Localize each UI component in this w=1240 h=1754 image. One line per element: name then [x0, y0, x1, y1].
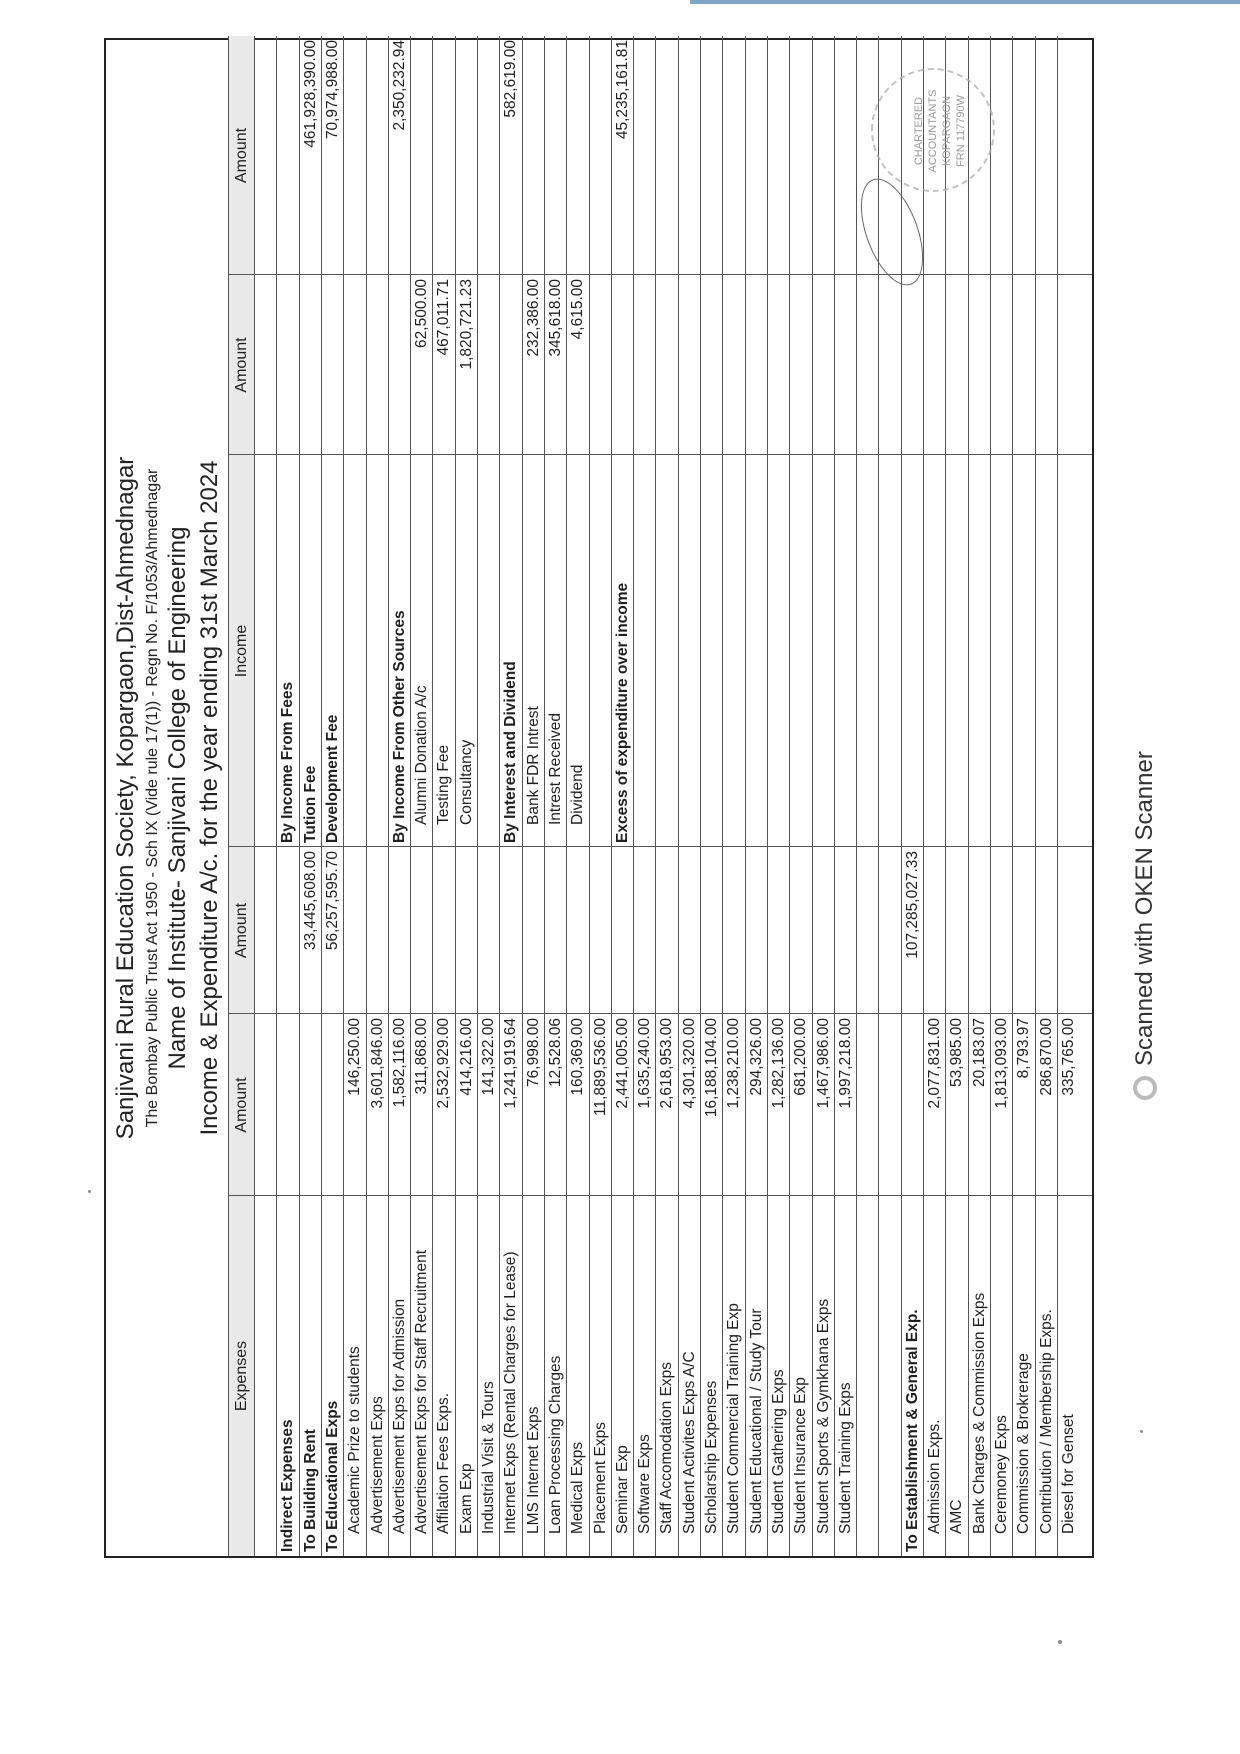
income-total: [567, 36, 588, 275]
expense-label: Advertisement Exps: [368, 1396, 386, 1534]
expense-total: [433, 847, 454, 1014]
income-amount: [879, 275, 900, 455]
expense-amount: [255, 1014, 276, 1196]
table-row: [299, 36, 321, 1556]
income-total: [590, 36, 611, 275]
income-amount: [835, 275, 856, 455]
expense-label: Student Educational / Study Tour: [747, 1308, 765, 1534]
expense-total: [255, 847, 276, 1014]
expense-label: Placement Exps: [591, 1422, 609, 1534]
expense-total: [344, 847, 365, 1014]
expense-amount: [277, 1014, 298, 1196]
table-row: [611, 36, 633, 1556]
expense-total: [367, 847, 388, 1014]
income-label: Dividend: [569, 764, 587, 825]
income-label: Testing Fee: [435, 744, 453, 825]
table-row: [477, 36, 499, 1556]
institute-name: Name of Institute- Sanjivani College of Engineering: [164, 526, 191, 1070]
income-total: [1058, 36, 1079, 275]
column-divider: [228, 846, 1092, 847]
expense-amount: 76,998.00: [524, 1018, 542, 1087]
income-amount: [478, 275, 499, 455]
income-label: Bank FDR Intrest: [524, 706, 542, 825]
expense-amount: 160,369.00: [569, 1018, 587, 1096]
expense-amount: 2,618,953.00: [658, 1018, 676, 1109]
expense-label: Software Exps: [636, 1434, 654, 1534]
income-total: [277, 36, 298, 275]
income-total: [701, 36, 722, 275]
income-amount: [679, 275, 700, 455]
income-total: [523, 36, 544, 275]
income-label: [768, 455, 789, 847]
income-amount: [255, 275, 276, 455]
income-label: [790, 455, 811, 847]
table-header-row: [228, 36, 254, 1556]
scan-speck: [88, 1190, 91, 1193]
expense-label: Student Activites Exps A/C: [680, 1351, 698, 1534]
income-amount: [634, 275, 655, 455]
income-label: [656, 455, 677, 847]
income-label: [813, 455, 834, 847]
table-row: [767, 36, 789, 1556]
scanner-label: Scanned with OKEN Scanner: [1131, 751, 1158, 1066]
income-total: 45,235,161.81: [613, 40, 631, 140]
expense-amount: 1,241,919.64: [502, 1018, 520, 1109]
table-row: [432, 36, 454, 1556]
expense-label: Student Gathering Exps: [769, 1369, 787, 1534]
expense-amount: 286,870.00: [1037, 1018, 1055, 1096]
expense-amount: 335,765.00: [1059, 1018, 1077, 1096]
trust-act-line: The Bombay Public Trust Act 1950 - Sch IX (Vide rule 17(1)) - Regn No. F/1053/Ahmednagar: [144, 468, 161, 1128]
table-row: [1012, 36, 1034, 1556]
header-expense-label: Expenses: [233, 1340, 250, 1412]
expense-total: [411, 847, 432, 1014]
income-total: [790, 36, 811, 275]
income-total: [456, 36, 477, 275]
expense-total: [768, 847, 789, 1014]
table-row: [388, 36, 410, 1556]
expense-amount: 4,301,320.00: [680, 1018, 698, 1109]
header-expense-total: Amount: [233, 902, 250, 959]
expense-total: [857, 847, 878, 1014]
income-label: [255, 455, 276, 847]
expense-total: [545, 847, 566, 1014]
income-total: [344, 36, 365, 275]
income-total: 2,350,232.94: [390, 40, 408, 131]
expense-label: Advertisement Exps for Staff Recruitment: [413, 1250, 431, 1534]
income-label: By Income From Fees: [279, 681, 297, 843]
table-row: [1035, 36, 1057, 1556]
income-amount: [1036, 275, 1057, 455]
income-total: [433, 36, 454, 275]
expense-label: Affilation Fees Exps.: [435, 1392, 453, 1534]
scan-speck: [1140, 1430, 1143, 1433]
scanner-watermark: [1128, 751, 1162, 1100]
table-row: [566, 36, 588, 1556]
expense-amount: 294,326.00: [747, 1018, 765, 1096]
expense-label: Diesel for Genset: [1059, 1414, 1077, 1534]
table-row: [589, 36, 611, 1556]
expense-label: Scholarship Expenses: [703, 1380, 720, 1534]
expense-amount: 1,997,218.00: [836, 1018, 854, 1109]
income-amount: [723, 275, 744, 455]
income-total: 70,974,988.00: [323, 40, 341, 140]
income-total: [411, 36, 432, 275]
income-label: By Income From Other Sources: [390, 610, 408, 843]
income-amount: [322, 275, 343, 455]
expense-label: [857, 1196, 878, 1556]
expense-label: Ceremoney Exps: [992, 1415, 1010, 1534]
expense-label: Bank Charges & Commission Exps: [970, 1292, 988, 1534]
income-label: Alumni Donation A/c: [413, 685, 431, 825]
income-label: [969, 455, 990, 847]
income-label: [478, 455, 499, 847]
expense-total: [1058, 847, 1079, 1014]
table-row: [321, 36, 343, 1556]
expense-amount: 1,813,093.00: [992, 1018, 1010, 1109]
column-divider: [228, 274, 1092, 275]
income-label: [679, 455, 700, 847]
expense-total: [924, 847, 945, 1014]
expense-label: Indirect Expenses: [279, 1419, 297, 1552]
expense-amount: 1,282,136.00: [769, 1018, 787, 1109]
expense-total: [723, 847, 744, 1014]
expense-label: Academic Prize to students: [346, 1346, 364, 1534]
income-amount: [612, 275, 633, 455]
income-amount: 232,386.00: [524, 279, 542, 357]
income-total: 582,619.00: [502, 40, 520, 118]
income-label: Development Fee: [323, 714, 341, 843]
income-total: [746, 36, 767, 275]
income-total: [991, 36, 1012, 275]
income-amount: 4,615.00: [569, 279, 587, 340]
income-total: [255, 36, 276, 275]
expense-total: [1013, 847, 1034, 1014]
expense-total: [523, 847, 544, 1014]
expense-label: Student Insurance Exp: [792, 1377, 810, 1534]
income-label: [902, 455, 923, 847]
expense-total: [590, 847, 611, 1014]
expense-total: [456, 847, 477, 1014]
expense-label: AMC: [948, 1499, 966, 1534]
expense-label: Student Sports & Gymkhana Exps: [814, 1298, 832, 1534]
expense-label: Internet Exps (Rental Charges for Lease): [502, 1251, 520, 1534]
table-row: [722, 36, 744, 1556]
expense-total: 107,285,027.33: [903, 851, 921, 959]
expense-total: [790, 847, 811, 1014]
expense-amount: 1,635,240.00: [636, 1018, 654, 1109]
expense-total: [813, 847, 834, 1014]
auditor-stamp-text: CHARTERED ACCOUNTANTS KOPARGAON FRN 117790W: [913, 89, 967, 173]
expense-amount: 414,216.00: [457, 1018, 475, 1096]
income-total: [723, 36, 744, 275]
expense-label: To Building Rent: [301, 1429, 319, 1552]
table-row: [834, 36, 856, 1556]
income-total: [367, 36, 388, 275]
income-label: [879, 455, 900, 847]
expense-amount: [879, 1014, 900, 1196]
expense-total: [946, 847, 967, 1014]
expense-total: [969, 847, 990, 1014]
statement-title: Income & Expenditure A/c. for the year ending 31st March 2024: [196, 460, 223, 1136]
income-total: 461,928,390.00: [301, 40, 319, 148]
income-amount: [701, 275, 722, 455]
expense-amount: [300, 1014, 321, 1196]
income-amount: [367, 275, 388, 455]
expense-total: [746, 847, 767, 1014]
table-row: [410, 36, 432, 1556]
income-total: [634, 36, 655, 275]
expense-amount: 146,250.00: [346, 1018, 364, 1096]
income-total: [813, 36, 834, 275]
expense-label: Staff Accomodation Exps: [658, 1361, 676, 1534]
expense-amount: 20,183.07: [970, 1018, 988, 1087]
income-amount: [590, 275, 611, 455]
income-amount: 345,618.00: [546, 279, 564, 357]
income-amount: [902, 275, 923, 455]
expense-total: [478, 847, 499, 1014]
header-income-total: Amount: [233, 127, 250, 184]
income-amount: [389, 275, 410, 455]
expense-amount: 2,532,929.00: [435, 1018, 453, 1109]
expense-label: Contribution / Membership Exps.: [1037, 1309, 1055, 1534]
income-amount: 62,500.00: [413, 279, 431, 348]
scanner-logo-icon: [1133, 1076, 1157, 1100]
table-row: [990, 36, 1012, 1556]
income-amount: [344, 275, 365, 455]
expense-amount: 1,238,210.00: [725, 1018, 743, 1109]
income-label: [367, 455, 388, 847]
expense-amount: 8,793.97: [1015, 1018, 1033, 1079]
table-row: [1057, 36, 1079, 1556]
income-amount: [813, 275, 834, 455]
income-amount: [277, 275, 298, 455]
expense-label: [879, 1196, 900, 1556]
income-total: [478, 36, 499, 275]
income-total: [1013, 36, 1034, 275]
column-divider: [228, 1195, 1092, 1196]
income-label: [723, 455, 744, 847]
expense-total: [835, 847, 856, 1014]
expense-total: [567, 847, 588, 1014]
income-amount: [1058, 275, 1079, 455]
expense-amount: [322, 1014, 343, 1196]
income-amount: [500, 275, 521, 455]
table-row: [856, 36, 878, 1556]
income-total: [656, 36, 677, 275]
expense-total: 33,445,608.00: [301, 851, 319, 951]
expense-amount: 1,582,116.00: [390, 1018, 408, 1108]
income-amount: [946, 275, 967, 455]
expense-label: Admission Exps.: [926, 1419, 943, 1534]
income-total: [768, 36, 789, 275]
table-row: [343, 36, 365, 1556]
expense-amount: [857, 1014, 878, 1196]
income-amount: [991, 275, 1012, 455]
expense-amount: 53,985.00: [948, 1018, 966, 1087]
income-amount: [924, 275, 945, 455]
income-label: Excess of expenditure over income: [613, 582, 631, 843]
table-row: [945, 36, 967, 1556]
income-label: [634, 455, 655, 847]
table-row: [455, 36, 477, 1556]
income-label: [946, 455, 967, 847]
expense-amount: 3,601,846.00: [368, 1018, 386, 1109]
column-divider: [228, 1013, 1092, 1014]
expense-total: [656, 847, 677, 1014]
income-amount: [1013, 275, 1034, 455]
header-income-amount: Amount: [233, 337, 250, 393]
table-row: [923, 36, 945, 1556]
income-amount: 467,011.71: [435, 279, 453, 356]
expense-total: [500, 847, 521, 1014]
scan-edge-line: [690, 0, 1240, 4]
income-label: [835, 455, 856, 847]
income-label: [924, 455, 945, 847]
income-label: [1036, 455, 1057, 847]
table-row: [276, 36, 298, 1556]
income-amount: [857, 275, 878, 455]
expense-total: [679, 847, 700, 1014]
income-total: [545, 36, 566, 275]
scan-speck: [1058, 1640, 1062, 1644]
expense-total: [1036, 847, 1057, 1014]
table-row: [366, 36, 388, 1556]
income-amount: [746, 275, 767, 455]
expense-label: Industrial Visit & Tours: [480, 1381, 497, 1534]
income-total: [1036, 36, 1057, 275]
society-name: Sanjivani Rural Education Society, Kopargaon,Dist-Ahmednagar: [112, 456, 139, 1140]
expense-total: [701, 847, 722, 1014]
income-label: [701, 455, 722, 847]
expense-total: 56,257,595.70: [323, 851, 341, 951]
income-amount: [790, 275, 811, 455]
column-divider: [228, 454, 1092, 455]
expense-label: Advertisement Exps for Admission: [390, 1298, 408, 1534]
table-row: [522, 36, 544, 1556]
expense-amount: 11,889,536.00: [591, 1018, 609, 1116]
income-total: [679, 36, 700, 275]
expense-amount: 2,077,831.00: [926, 1018, 943, 1109]
expense-amount: 311,868.00: [413, 1018, 431, 1095]
income-label: By Interest and Dividend: [502, 661, 520, 843]
table-row: [544, 36, 566, 1556]
expense-label: Medical Exps: [569, 1441, 587, 1534]
expense-label: Loan Processing Charges: [546, 1355, 564, 1534]
expense-label: [255, 1196, 276, 1556]
table-row: [812, 36, 834, 1556]
income-amount: [969, 275, 990, 455]
expense-total: [612, 847, 633, 1014]
expense-amount: 141,322.00: [480, 1018, 497, 1096]
expense-total: [389, 847, 410, 1014]
table-row: [499, 36, 521, 1556]
income-label: Intrest Received: [546, 713, 564, 825]
table-row: [655, 36, 677, 1556]
income-label: [1058, 455, 1079, 847]
income-label: [590, 455, 611, 847]
expense-amount: [902, 1014, 923, 1196]
expense-total: [879, 847, 900, 1014]
expense-label: To Educational Exps: [323, 1400, 341, 1552]
expense-label: LMS Internet Exps: [524, 1406, 542, 1534]
income-label: [1013, 455, 1034, 847]
table-row: [254, 36, 276, 1556]
table-row: [678, 36, 700, 1556]
income-amount: [656, 275, 677, 455]
income-amount: [300, 275, 321, 455]
income-total: [835, 36, 856, 275]
expense-amount: 12,528.06: [546, 1018, 564, 1087]
expense-label: To Establishment & General Exp.: [903, 1309, 921, 1552]
table-row: [745, 36, 767, 1556]
expense-amount: 1,467,986.00: [814, 1018, 832, 1109]
income-label: [857, 455, 878, 847]
income-label: Consultancy: [457, 739, 475, 825]
income-label: Tution Fee: [301, 765, 319, 843]
expense-total: [991, 847, 1012, 1014]
expense-amount: 681,200.00: [792, 1018, 810, 1096]
expense-label: Student Training Exps: [836, 1382, 854, 1534]
header-income-label: Income: [233, 624, 250, 678]
expense-total: [277, 847, 298, 1014]
expense-amount: 16,188,104.00: [703, 1018, 720, 1118]
table-row: [700, 36, 722, 1556]
expense-label: Seminar Exp: [613, 1445, 631, 1534]
income-label: [991, 455, 1012, 847]
table-row: [789, 36, 811, 1556]
expense-label: Commission & Brokrerage: [1015, 1353, 1033, 1534]
table-row: [968, 36, 990, 1556]
income-amount: [768, 275, 789, 455]
table-row: [633, 36, 655, 1556]
header-expense-amount: Amount: [233, 1077, 250, 1133]
expense-amount: 2,441,005.00: [613, 1018, 631, 1109]
expense-total: [634, 847, 655, 1014]
income-label: [344, 455, 365, 847]
income-expenditure-sheet: [104, 38, 1094, 1558]
income-label: [746, 455, 767, 847]
expense-label: Exam Exp: [457, 1463, 475, 1534]
income-amount: 1,820,721.23: [457, 279, 475, 370]
expense-label: Student Commercial Training Exp: [725, 1303, 743, 1534]
